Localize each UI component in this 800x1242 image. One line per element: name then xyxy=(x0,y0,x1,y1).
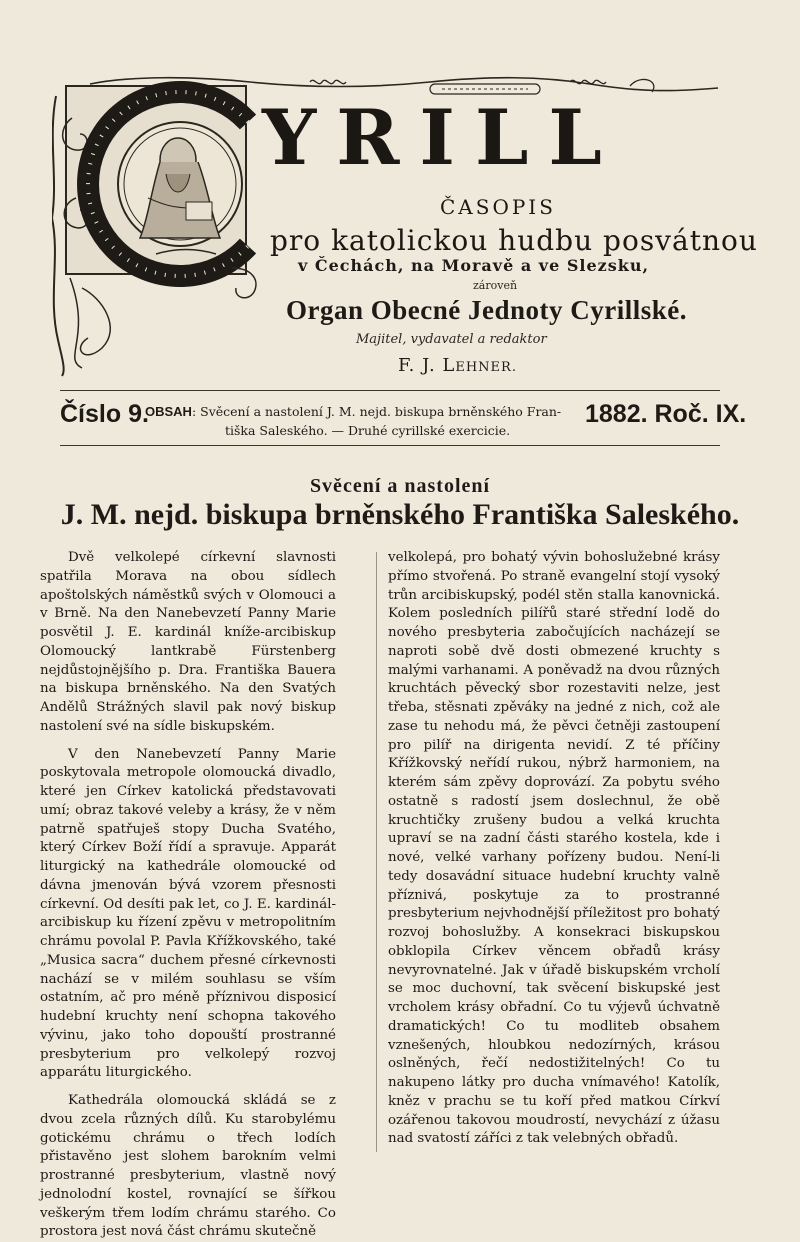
column-divider xyxy=(376,552,377,1152)
masthead-title: YRILL xyxy=(262,93,622,182)
issue-number: Číslo 9. xyxy=(60,400,149,428)
masthead-publisher-line: Majitel, vydavatel a redaktor xyxy=(356,332,547,347)
obsah-line-2: tiška Saleského. — Druhé cyrillské exercicie. xyxy=(225,423,511,438)
paragraph: velkolepá, pro bohatý vývin bohoslužebné krásy přímo stvořená. Po straně evangelní stojí vysoký trůn arcibiskupský, podél stěn stalla kanovnická. Kolem posledních pilířů staré střední lodě do nového presbyteria zabočujících nacházejí se naproti sobě dvě dosti obmezené kruchty s malými varhanami. A poněvadž na dvou různých kruchtách pěvecký sbor rozestaviti nelze, jest třeba, stěsnati zpěváky na jedné z nich, což ale zase tu nehodu má, že pěvci četněji zastoupení pro pilíř na dirigenta nevidí. Z té příčiny Křížkovský neřídí rukou, nýbrž harmoniem, na kterém sám zpěvy doprovází. Za pobytu svého ostatně s radostí jsem doslechnul, že obě kruchtičky zrušeny budou a velká kruchta upraví se na zadní části starého kostela, kde i nové, velké varhany pořízeny budou. Není-li tedy dosavádní situace hudební kruchty valně příznivá, poskytuje za to prostranné presbyterium nejvhodnější příležitost pro bohatý rozvoj bohoslužby. A konsekraci biskupskou obklopila Církev věncem obřadů krásy nevyrovnatelné. Jak v úřadě biskupském vrcholí se moc duchovní, tak svěcení biskupské jest vrcholem krásy obřadní. Co tu výjevů úchvatně dramatických! Co tu modliteb obsahem vznešených, hloubkou nedozírných, krásou oslněných, řečí nedostižitelných! Co tu nakupeno látky pro ducha vnímavého! Katolík, kněz v prachu se tu koří před matkou Církví ozářenou takovou moudrostí, nevychází z úžasu nad svatostí záříci z tak velebných obřadů. xyxy=(388,550,720,1147)
masthead-tagline: pro katolickou hudbu posvátnou xyxy=(270,224,758,257)
masthead-region: v Čechách, na Moravě a ve Slezsku, xyxy=(298,256,650,275)
paragraph: Dvě velkolepé církevní slavnosti spatřila Morava na obou sídlech apoštolských náměstků svých v Olomouci a v Brně. Na den Nanebevzetí Panny Marie posvětil J. E. kardinál kníže-arcibiskup Olomoucký lantkrabě Fürstenberg nejdůstojnějšího p. Dra. Františka Bauera na biskupa brněnského. Na den Svatých Andělů Strážných slavil pak nový biskup nastolení své na sídle biskupském. xyxy=(40,550,336,734)
article-headline: Svěcení a nastolení xyxy=(309,475,491,497)
article-column-left xyxy=(40,549,336,1242)
issue-bar-bottom-rule xyxy=(60,445,720,446)
masthead-zaroven: zároveň xyxy=(473,279,518,292)
obsah-line-1: : Svěcení a nastolení J. M. nejd. biskupa brněnského Fran- xyxy=(191,404,562,419)
editor-initials: F. J. L xyxy=(398,355,456,376)
paragraph: Kathedrála olomoucká skládá se z dvou zcela různých dílů. Ku starobylému gotickému chrámu o třech lodích přistavěno jest slohem barokním velmi prostranné presbyterium, vlastně nový jednolodní kostel, rovnající se šířkou veškerým třem lodím chrámu starého. Co prostora jest nová část chrámu skutečně xyxy=(40,1093,336,1240)
issue-year-volume: 1882. Roč. IX. xyxy=(585,400,747,428)
article-column-right xyxy=(388,549,720,1149)
masthead-editor xyxy=(398,355,517,376)
paragraph: V den Nanebevzetí Panny Marie poskytovala metropole olomoucká divadlo, které jen Církev katolická představovati umí; obraz takové veleby a krásy, že v něm patrně spatřuješ stopy Ducha Svatého, který Církev Boží řídí a spravuje. Apparát liturgický na kathedrále olomoucké od dávna jmenován bývá vzorem přesnosti církevní. Od desíti pak let, co J. E. kardinál-arcibiskup ku řízení zpěvu v metropolitním chrámu povolal P. Pavla Křížkovského, také „Musica sacra“ duchem přesné církevnosti nachází se v milém souhlasu se vším ostatním, ač pro méně příznivou disposicí hudební kruchty není schopna takového vývinu, jako toho dopouští prostranné presbyterium pro velkolepý rozvoj apparátu liturgického. xyxy=(40,746,336,1081)
table-of-contents xyxy=(145,402,565,440)
initial-c-portrait-illustration xyxy=(52,78,262,378)
editor-surname: EHNER. xyxy=(455,360,517,375)
obsah-label: OBSAH xyxy=(145,404,192,419)
masthead-casopis: ČASOPIS xyxy=(440,195,556,219)
article-heading: J. M. nejd. biskupa brněnského Františka Saleského. xyxy=(60,498,740,531)
issue-bar-top-rule xyxy=(60,390,720,391)
masthead-organ: Organ Obecné Jednoty Cyrillské. xyxy=(286,295,687,325)
